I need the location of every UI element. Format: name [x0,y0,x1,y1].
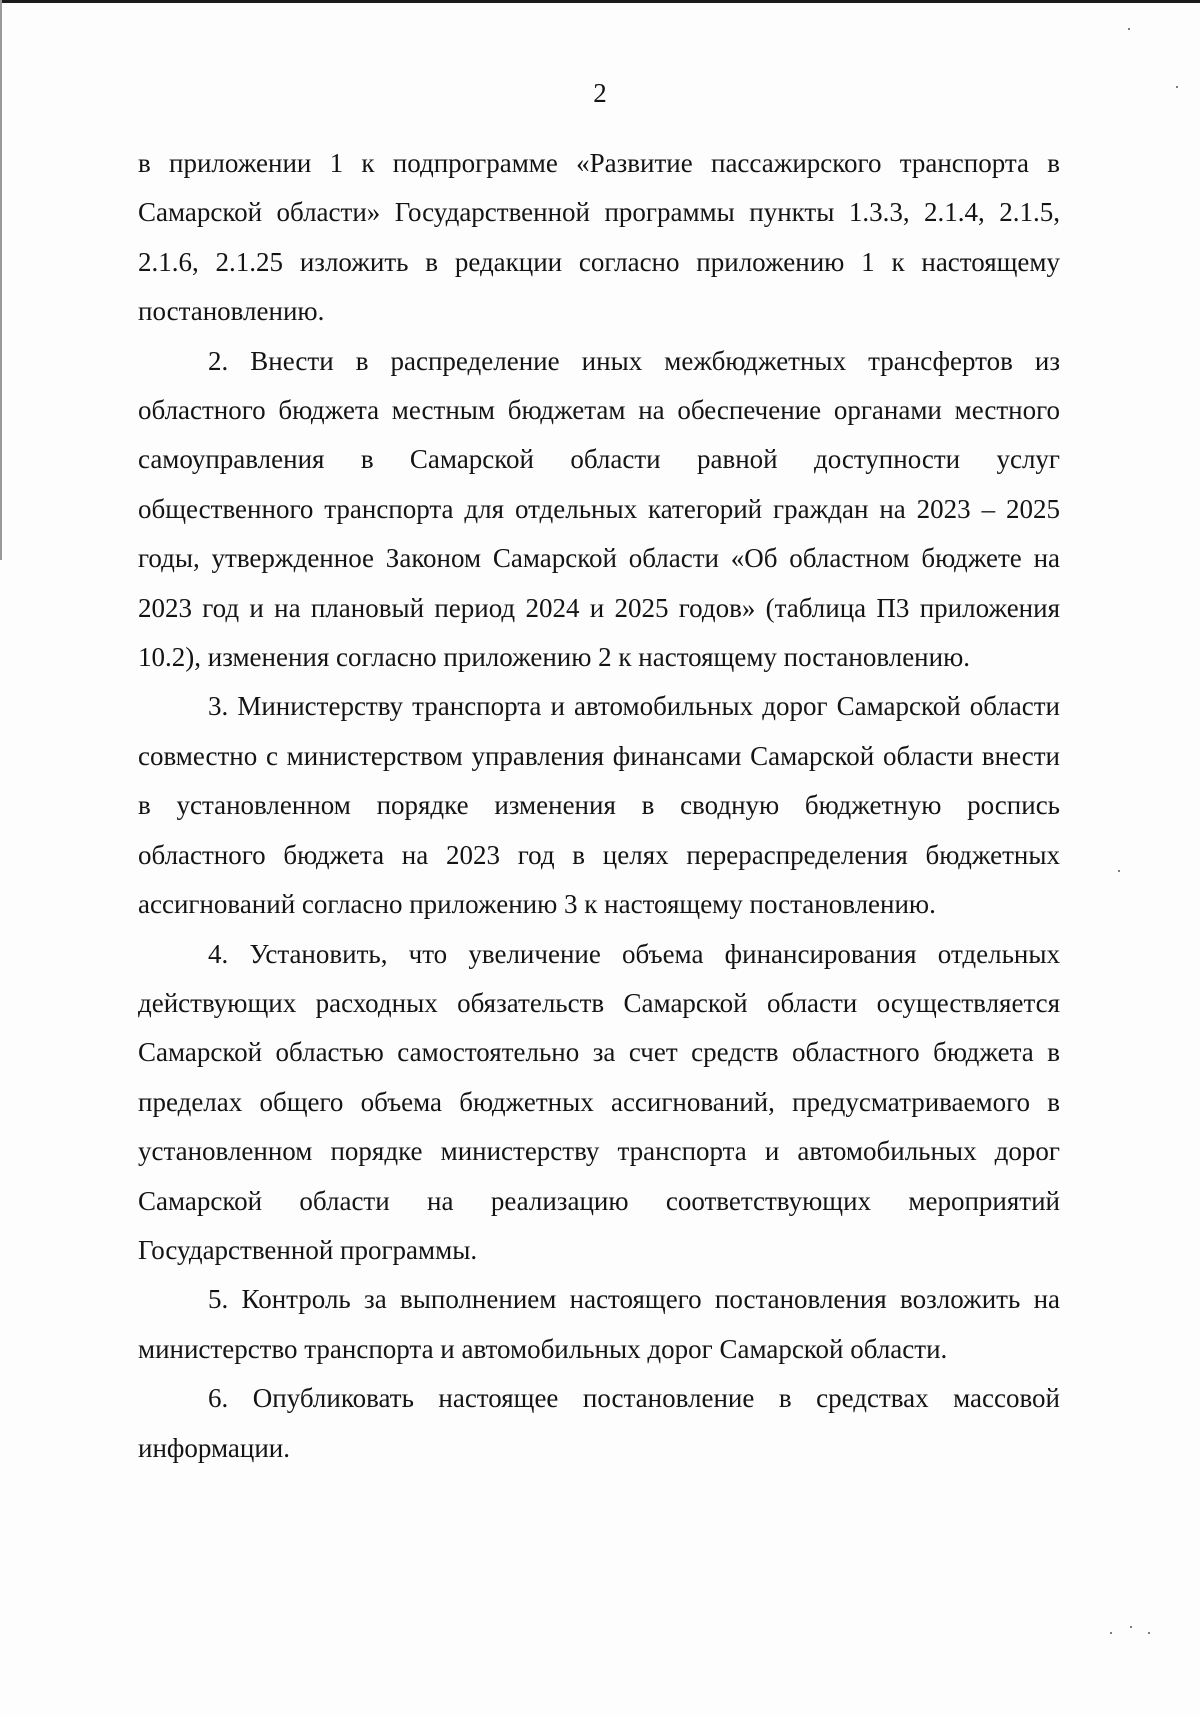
scan-speck [1130,1626,1132,1628]
paragraph-item-4: 4. Установить, что увеличение объема финансирования отдельных действующих расходных обязательств Самарской области осуществляется Самарской областью самостоятельно за счет средств областного бюджета в пределах общего объема бюджетных ассигнований, предусматриваемого в установленном порядке министерству транспорта и автомобильных дорог Самарской области на реализацию соответствующих мероприятий Государственной программы. [138,938,1060,1265]
document-body [138,139,1060,1473]
paragraph-item-5: 5. Контроль за выполнением настоящего постановления возложить на министерство транспорта и автомобильных дорог Самарской области. [138,1284,1060,1364]
scan-speck [1128,28,1130,30]
page-number: 2 [593,78,607,108]
paragraph-continuation: в приложении 1 к подпрограмме «Развитие пассажирского транспорта в Самарской области» Государственной программы пункты 1.3.3, 2.1.4, 2.1.5, 2.1.6, 2.1.25 изложить в редакции согласно приложению 1 к настоящему постановлению. [138,148,1060,327]
paragraph-item-2: 2. Внести в распределение иных межбюджетных трансфертов из областного бюджета местным бюджетам на обеспечение органами местного самоуправления в Самарской области равной доступности услуг общественного транспорта для отдельных категорий граждан на 2023 – 2025 годы, утвержденное Законом Самарской области «Об областном бюджете на 2023 год и на плановый период 2024 и 2025 годов» (таблица П3 приложения 10.2), изменения согласно приложению 2 к настоящему постановлению. [138,345,1060,673]
scan-top-border [0,0,1200,3]
scan-speck [1148,1632,1150,1634]
paragraph-item-6: 6. Опубликовать настоящее постановление в средствах массовой информации. [138,1383,1060,1463]
scan-speck [1118,870,1120,872]
paragraph-item-3: 3. Министерству транспорта и автомобильных дорог Самарской области совместно с министерством управления финансами Самарской области внести в установленном порядке изменения в сводную бюджетную роспись областного бюджета на 2023 год в целях перераспределения бюджетных ассигнований согласно приложению 3 к настоящему постановлению. [138,691,1060,920]
scan-speck [1176,86,1178,88]
scan-speck [1110,1632,1112,1634]
